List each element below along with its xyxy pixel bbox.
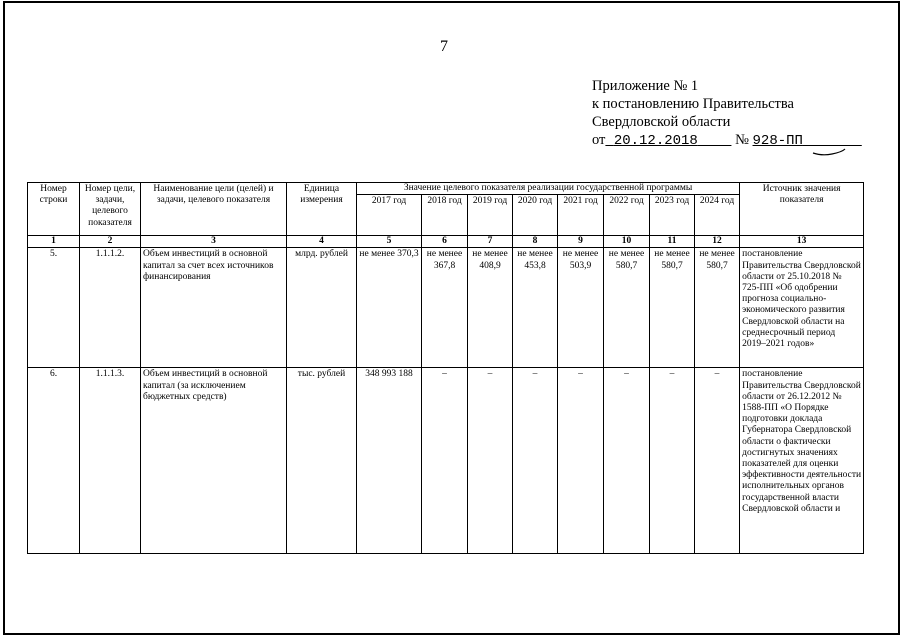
value-2022: не менее 580,7 (604, 248, 650, 368)
col-number: 4 (287, 236, 357, 248)
indicators-table (27, 182, 864, 554)
value-2021: не менее 503,9 (558, 248, 604, 368)
col-number: 6 (422, 236, 468, 248)
table-row (28, 368, 864, 554)
value-2018: – (422, 368, 468, 554)
col-number: 1 (28, 236, 80, 248)
indicator-name: Объем инвестиций в основной капитал за счет всех источников финансирования (141, 248, 287, 368)
goal-number: 1.1.1.2. (80, 248, 141, 368)
col-number: 11 (650, 236, 695, 248)
col-number: 2 (80, 236, 141, 248)
value-2020: не менее 453,8 (513, 248, 558, 368)
row-number: 5. (28, 248, 80, 368)
value-2017: 348 993 188 (357, 368, 422, 554)
appendix-line-1: Приложение № 1 (592, 78, 699, 94)
col-number: 8 (513, 236, 558, 248)
value-2022: – (604, 368, 650, 554)
value-2017: не менее 370,3 (357, 248, 422, 368)
value-2021: – (558, 368, 604, 554)
header-year: 2017 год (357, 195, 422, 236)
decree-date: 20.12.2018 (613, 133, 698, 149)
number-prefix: № (735, 132, 749, 148)
date-prefix: от (592, 132, 606, 148)
header-year: 2023 год (650, 195, 695, 236)
header-row-no: Номер строки (28, 183, 80, 236)
source: постановление Правительства Свердловской области от 25.10.2018 № 725-ПП «Об одобрении прогноза социально-экономического развития Свердловской области на среднесрочный период 2019–2021 годов» (740, 248, 864, 368)
header-year: 2020 год (513, 195, 558, 236)
value-2023: – (650, 368, 695, 554)
header-source: Источник значения показателя (740, 183, 864, 236)
header-year: 2018 год (422, 195, 468, 236)
value-2024: – (695, 368, 740, 554)
col-number: 9 (558, 236, 604, 248)
col-number: 5 (357, 236, 422, 248)
col-number: 12 (695, 236, 740, 248)
col-number: 7 (468, 236, 513, 248)
appendix-line-3: Свердловской области (592, 114, 731, 130)
header-year: 2019 год (468, 195, 513, 236)
header-unit: Единица измерения (287, 183, 357, 236)
value-2020: – (513, 368, 558, 554)
value-2019: – (468, 368, 513, 554)
header-year: 2021 год (558, 195, 604, 236)
header-year: 2022 год (604, 195, 650, 236)
column-numbers-row (28, 236, 864, 248)
unit: тыс. рублей (287, 368, 357, 554)
signature-mark (812, 148, 846, 156)
source: постановление Правительства Свердловской области от 26.12.2012 № 1588-ПП «О Порядке подготовки доклада Губернатора Свердловской области о фактически достигнутых значениях показателей для оценки эффективности деятельности исполнительных органов государственной власти Свердловской области и (740, 368, 864, 554)
value-2018: не менее 367,8 (422, 248, 468, 368)
table-row (28, 248, 864, 368)
value-2019: не менее 408,9 (468, 248, 513, 368)
header-values-group: Значение целевого показателя реализации государственной программы (357, 183, 740, 195)
decree-number: 928-ПП (752, 133, 803, 149)
col-number: 10 (604, 236, 650, 248)
value-2023: не менее 580,7 (650, 248, 695, 368)
indicator-name: Объем инвестиций в основной капитал (за исключением бюджетных средств) (141, 368, 287, 554)
header-goal-no: Номер цели, задачи, целевого показателя (80, 183, 141, 236)
col-number: 13 (740, 236, 864, 248)
goal-number: 1.1.1.3. (80, 368, 141, 554)
appendix-header (592, 77, 862, 150)
header-name: Наименование цели (целей) и задачи, целевого показателя (141, 183, 287, 236)
value-2024: не менее 580,7 (695, 248, 740, 368)
row-number: 6. (28, 368, 80, 554)
col-number: 3 (141, 236, 287, 248)
unit: млрд. рублей (287, 248, 357, 368)
appendix-line-2: к постановлению Правительства (592, 96, 794, 112)
page-number: 7 (440, 38, 448, 55)
header-row (28, 183, 864, 195)
header-year: 2024 год (695, 195, 740, 236)
